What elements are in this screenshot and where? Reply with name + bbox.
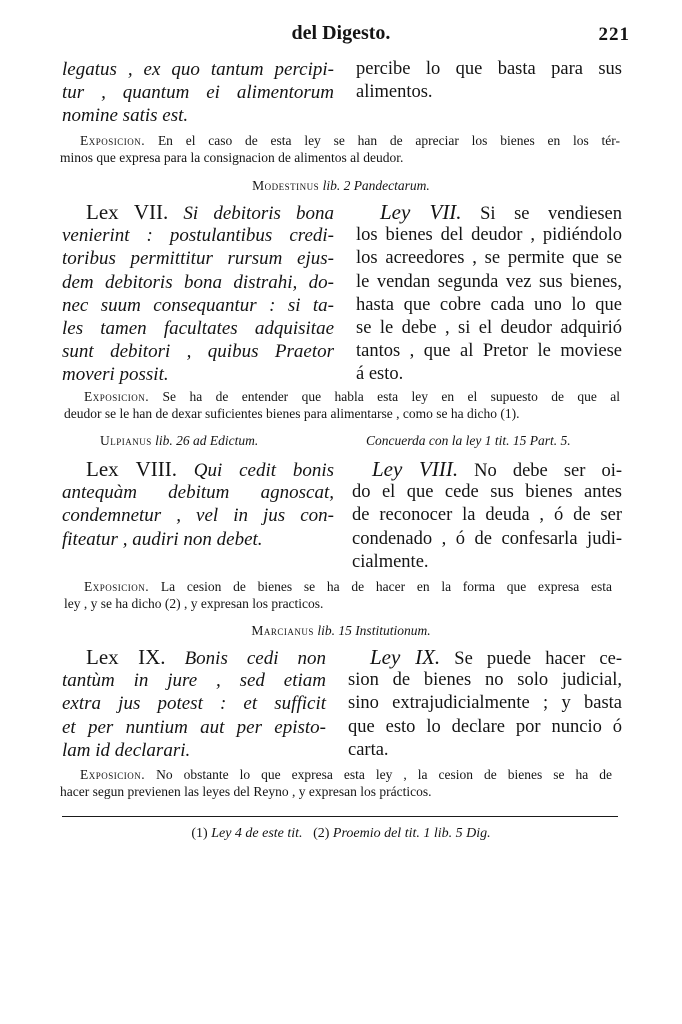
latin-line: les tamen facultates adquisitae: [62, 318, 334, 339]
source-work: lib. 26 ad Edictum.: [155, 433, 259, 448]
spanish-line: cialmente.: [352, 551, 429, 572]
footnote-text: Proemio del tit. 1 lib. 5 Dig.: [332, 826, 491, 841]
latin-line: nomine satis est.: [62, 105, 189, 127]
exposicion-lex9: [60, 766, 612, 800]
ley-ix-heading: Ley IX.: [370, 645, 441, 669]
exposicion-label: Exposicion.: [80, 767, 146, 782]
latin-line: venierint : postulantibus credi-: [62, 225, 334, 247]
lex-viii-heading: Lex VIII.: [86, 457, 177, 481]
source-author: Marcianus: [251, 623, 314, 638]
ley-viii-heading: Ley VIII.: [372, 457, 459, 481]
spanish-line: tantos , que al Pretor le moviese: [356, 341, 622, 362]
lex-ix-latin: Lex IX. Bonis cedi non: [86, 645, 326, 669]
latin-line: toribus permittitur rursum ejus-: [62, 248, 334, 270]
latin-line: extra jus potest : et sufficit: [62, 693, 326, 715]
source-heading-lex7: [0, 178, 682, 194]
source-work: lib. 15 Institutionum.: [317, 623, 431, 638]
ley-viii-spanish-body: [352, 481, 622, 574]
source-heading-lex9: [0, 623, 682, 639]
lex-vii-latin-body: [62, 224, 334, 386]
exposicion-label: Exposicion.: [80, 133, 146, 148]
spanish-line: los bienes del deudor , pidiéndolo: [356, 225, 622, 246]
spanish-line: sino extrajudicialmente ; y basta: [348, 693, 622, 714]
running-head: del Digesto.: [291, 22, 391, 44]
footnote-text: Ley 4 de este tit.: [211, 826, 303, 841]
footnote-marker: (1): [191, 826, 208, 841]
latin-line: legatus , ex quo tantum percipi-: [62, 59, 334, 80]
spanish-line: se le debe , si el deudor adquirió: [356, 318, 622, 338]
footnote-marker: (2): [313, 826, 330, 841]
latin-line: condemnetur , vel in jus con-: [62, 505, 334, 527]
source-author: Ulpianus: [100, 433, 152, 448]
latin-line: fiteatur , audiri non debet.: [62, 528, 263, 550]
source-work: lib. 2 Pandectarum.: [322, 178, 430, 193]
page-number: 221: [598, 24, 630, 45]
latin-line: nec suum consequantur : si ta-: [62, 294, 334, 316]
spanish-column-continued: [356, 58, 622, 104]
exposicion-line: deudor se le han de dexar suficientes bienes para alimentarse , como se ha dicho (1).: [64, 406, 520, 421]
exposicion-line: ley , y se ha dicho (2) , y expresan los practicos.: [64, 596, 324, 611]
spanish-line: que esto lo declare por nuncio ó: [348, 716, 622, 737]
ley-ix-spanish: Ley IX. Se puede hacer ce-: [370, 645, 622, 669]
exposicion-1: [60, 132, 621, 166]
latin-line: antequàm debitum agnoscat,: [62, 482, 334, 504]
lex-ix-latin-body: [62, 669, 326, 762]
latin-line: tantùm in jure , sed etiam: [62, 670, 326, 692]
lex-ix-heading: Lex IX.: [86, 645, 166, 669]
exposicion-lex8: [64, 578, 613, 612]
spanish-line: los acreedores , se permite que se: [356, 248, 622, 269]
spanish-line: sion de bienes no solo judicial,: [348, 670, 622, 691]
exposicion-line: hacer segun previenen las leyes del Reyno , y expresan los prácticos.: [60, 784, 432, 799]
spanish-line: alimentos.: [356, 82, 433, 103]
footnotes: [0, 826, 682, 842]
exposicion-line: Exposicion. No obstante lo que expresa esta ley , la cesion de bienes se ha de: [80, 767, 612, 782]
lex-viii-latin-body: [62, 481, 334, 551]
latin-line: et per nuntium aut per episto-: [62, 716, 326, 738]
spanish-line: á esto.: [356, 364, 404, 385]
spanish-line: condenado , ó de confesarla judi-: [352, 528, 622, 549]
latin-line: lam id declarari.: [62, 739, 191, 761]
ley-viii-spanish: Ley VIII. No debe ser oi-: [372, 457, 623, 481]
spanish-line: do el que cede sus bienes antes: [352, 482, 622, 503]
exposicion-label: Exposicion.: [84, 579, 150, 594]
latin-line: moveri possit.: [62, 364, 169, 386]
exposicion-line: Exposicion. La cesion de bienes se ha de hacer en la forma que expresa esta: [84, 579, 613, 594]
latin-line: tur , quantum ei alimentorum: [62, 82, 334, 104]
spanish-line: de reconocer la deuda , ó de ser: [352, 505, 622, 526]
exposicion-line: minos que expresa para la consignacion de alimentos al deudor.: [60, 150, 404, 165]
lex-vii-heading: Lex VII.: [86, 200, 169, 224]
exposicion-line: Exposicion. Se ha de entender que habla esta ley en el supuesto de que al: [84, 389, 621, 404]
exposicion-label: Exposicion.: [84, 389, 150, 404]
ley-ix-spanish-body: [348, 669, 622, 762]
footnote-rule: [62, 816, 618, 817]
spanish-line: percibe lo que basta para sus: [356, 59, 622, 79]
latin-line: dem debitoris bona distrahi, do-: [62, 271, 334, 293]
latin-column-continued: [62, 58, 334, 128]
ley-vii-spanish: Ley VII. Si se vendiesen: [380, 200, 623, 224]
ley-vii-heading: Ley VII.: [380, 200, 462, 224]
latin-line: sunt debitori , quibus Praetor: [62, 341, 334, 363]
lex-vii-latin: Lex VII. Si debitoris bona: [86, 200, 335, 224]
spanish-line: hasta que cobre cada uno lo que: [356, 294, 622, 315]
source-heading-lex8: [100, 433, 258, 449]
source-author: Modestinus: [252, 178, 320, 193]
spanish-line: le vendan segunda vez sus bienes,: [356, 271, 622, 292]
spanish-line: carta.: [348, 739, 389, 760]
concordance-note: Concuerda con la ley 1 tit. 15 Part. 5.: [366, 433, 571, 448]
ley-vii-spanish-body: [356, 224, 622, 386]
lex-viii-latin: Lex VIII. Qui cedit bonis: [86, 457, 334, 481]
exposicion-lex7: [64, 388, 621, 422]
exposicion-line: Exposicion. En el caso de esta ley se han de apreciar los bienes en los tér-: [80, 133, 621, 148]
